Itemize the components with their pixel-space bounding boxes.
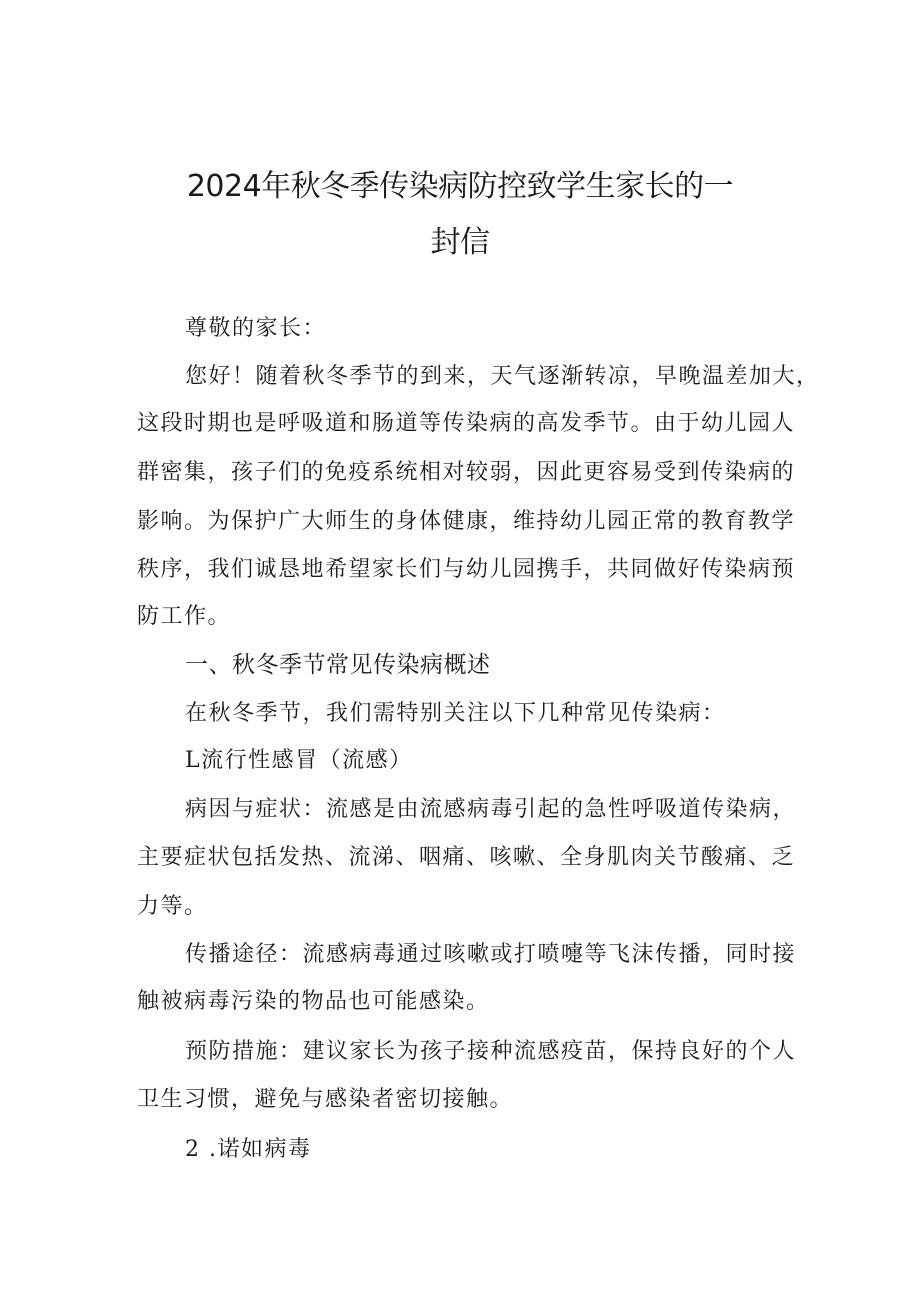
intro-line: 这段时期也是呼吸道和肠道等传染病的高发季节。由于幼儿园人 [137, 411, 796, 436]
section-heading: 一、秋冬季节常见传染病概述 [185, 652, 491, 678]
item-title: L流行性感冒（流感） [185, 748, 413, 773]
document-title-line-2: 封信 [430, 225, 490, 260]
intro-line: 影响。为保护广大师生的身体健康，维持幼儿园正常的教育教学 [137, 509, 796, 534]
intro-line: 秩序，我们诚恳地希望家长们与幼儿园携手，共同做好传染病预 [137, 557, 796, 582]
item-transmission-line: 触被病毒污染的物品也可能感染。 [137, 989, 490, 1014]
item-prevention-line: 预防措施：建议家长为孩子接种流感疫苗，保持良好的个人 [185, 1039, 797, 1064]
intro-line: 您好！随着秋冬季节的到来，天气逐渐转凉，早晚温差加大， [185, 364, 820, 389]
item-cause-line: 力等。 [137, 894, 208, 919]
item-title: 2 .诺如病毒 [185, 1137, 312, 1162]
greeting: 尊敬的家长： [185, 316, 327, 341]
document-title-line-1: 2024年秋冬季传染病防控致学生家长的一 [186, 169, 734, 204]
item-prevention-line: 卫生习惯，避免与感染者密切接触。 [137, 1087, 514, 1112]
intro-line: 群密集，孩子们的免疫系统相对较弱，因此更容易受到传染病的 [137, 460, 796, 485]
intro-line: 防工作。 [137, 604, 232, 629]
section-intro: 在秋冬季节，我们需特别关注以下几种常见传染病： [185, 701, 726, 726]
item-cause-line: 主要症状包括发热、流涕、咽痛、咳嗽、全身肌肉关节酸痛、乏 [137, 845, 796, 870]
item-transmission-line: 传播途径：流感病毒通过咳嗽或打喷嚏等飞沫传播，同时接 [185, 942, 797, 967]
item-cause-line: 病因与症状：流感是由流感病毒引起的急性呼吸道传染病， [185, 797, 797, 822]
